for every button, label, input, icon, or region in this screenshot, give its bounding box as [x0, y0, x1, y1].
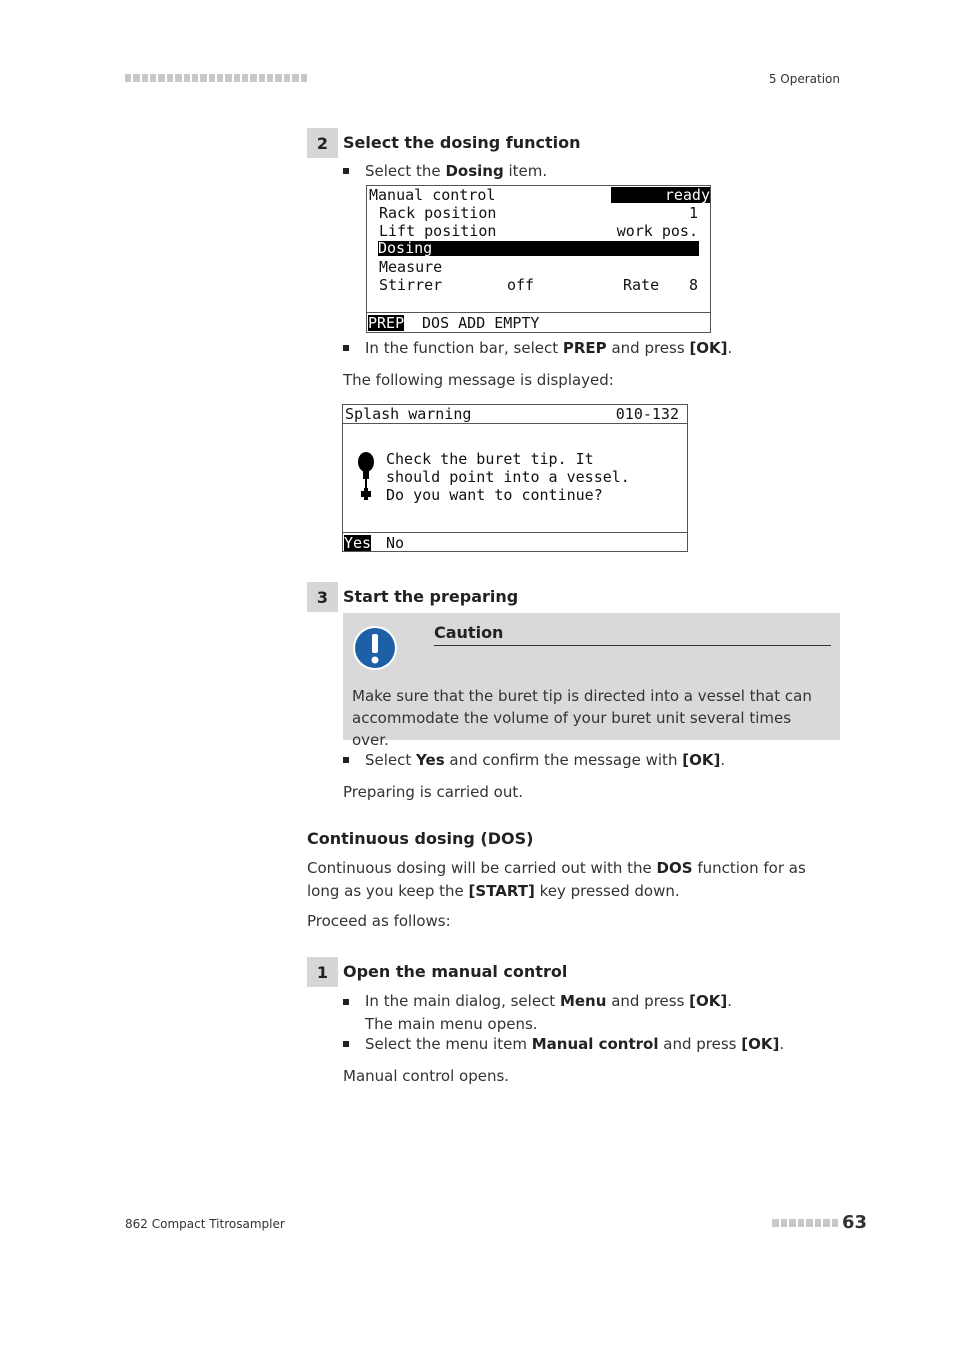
step-number: 3: [307, 582, 338, 612]
bullet-subtext: The main menu opens.: [365, 1015, 538, 1033]
bullet-item: In the function bar, select PREP and press [OK].: [343, 339, 732, 357]
display-stirrer-value: off: [507, 276, 535, 294]
caution-title: Caution: [434, 623, 504, 642]
display-title: Manual control: [369, 186, 496, 204]
bullet-icon: [343, 757, 349, 763]
display-divider: [343, 423, 687, 424]
step-number: 1: [307, 957, 338, 987]
display-rate-value: 8: [688, 276, 698, 294]
step-result: Manual control opens.: [343, 1067, 510, 1085]
message-intro: The following message is displayed:: [343, 371, 614, 389]
device-display-splash-warning: [342, 404, 688, 552]
caution-divider: [434, 645, 831, 646]
function-bar-rest[interactable]: DOS ADD EMPTY: [413, 314, 540, 332]
step-title: Open the manual control: [343, 962, 568, 981]
warning-title: Splash warning: [345, 405, 472, 423]
bullet-icon: [343, 345, 349, 351]
display-rack-label: Rack position: [379, 204, 497, 222]
bullet-item: Select Yes and confirm the message with [OK].: [343, 751, 725, 769]
display-lift-value: work pos.: [616, 222, 698, 240]
page-number: 63: [841, 1212, 867, 1233]
device-display-manual-control: [366, 185, 711, 333]
option-no[interactable]: No: [377, 534, 405, 552]
footer-decoration: [772, 1219, 838, 1227]
step-result: Preparing is carried out.: [343, 783, 523, 801]
bullet-icon: [343, 1041, 349, 1047]
display-status: ready: [611, 187, 710, 203]
chapter-title: 5 Operation: [768, 72, 840, 86]
step-title: Start the preparing: [343, 587, 519, 606]
bullet-icon: [343, 168, 349, 174]
section-heading: Continuous dosing (DOS): [307, 829, 534, 848]
drop-warning-icon: [356, 451, 376, 501]
section-paragraph-2: Proceed as follows:: [307, 912, 451, 930]
display-menu-dosing[interactable]: Dosing: [378, 241, 699, 256]
step-number: 2: [307, 128, 338, 158]
function-prep[interactable]: PREP: [368, 314, 405, 332]
header-decoration: [125, 74, 307, 82]
display-divider: [367, 312, 710, 313]
footer-product: 862 Compact Titrosampler: [125, 1217, 285, 1231]
bullet-item: Select the menu item Manual control and press [OK].: [343, 1035, 784, 1053]
bullet-item: Select the Dosing item.: [343, 162, 547, 180]
bullet-item: In the main dialog, select Menu and press [OK]. The main menu opens.: [343, 990, 732, 1036]
display-lift-label: Lift position: [379, 222, 497, 240]
warning-code: 010-132: [615, 405, 679, 423]
display-rack-value: 1: [688, 204, 698, 222]
display-rate-label: Rate: [623, 276, 660, 294]
bullet-icon: [343, 999, 349, 1005]
warning-line-1: Check the buret tip. It: [386, 450, 594, 468]
warning-line-3: Do you want to continue?: [386, 486, 603, 504]
display-stirrer-label: Stirrer: [379, 276, 443, 294]
display-menu-measure[interactable]: Measure: [379, 258, 443, 276]
step-title: Select the dosing function: [343, 133, 581, 152]
warning-line-2: should point into a vessel.: [386, 468, 630, 486]
section-paragraph: Continuous dosing will be carried out with the DOS function for as long as you keep the [START] key pressed down.: [307, 859, 806, 900]
option-yes[interactable]: Yes: [344, 534, 372, 552]
exclamation-icon: [352, 625, 398, 671]
caution-box: [343, 613, 840, 749]
caution-text: Make sure that the buret tip is directed into a vessel that can accommodate the volume of your buret unit several times over.: [352, 687, 812, 749]
display-divider: [343, 532, 687, 533]
